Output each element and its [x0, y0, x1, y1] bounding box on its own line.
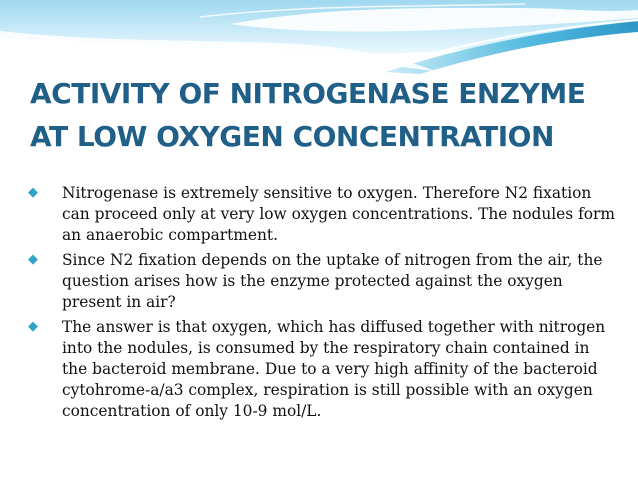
bullet-text: The answer is that oxygen, which has diffused together with nitrogen into the nodules, is consumed by the respiratory chain contained in the bacteroid membrane. Due to a very high affinity of the bacteroid cytohrome-a/a3 complex, respiration is still possible with an oxygen concentration of only 10-9 mol/L. — [62, 318, 606, 420]
slide-title: ACTIVITY OF NITROGENASE ENZYME AT LOW OXYGEN CONCENTRATION — [30, 77, 586, 153]
bullet-text: Since N2 fixation depends on the uptake of nitrogen from the air, the question arises how is the enzyme protected against the oxygen present in air? — [62, 251, 603, 311]
bullet-item — [28, 250, 616, 313]
diamond-bullet-icon: ◆ — [28, 252, 38, 267]
bullet-list — [28, 183, 616, 426]
wave-header-decoration — [0, 0, 638, 80]
bullet-item — [28, 183, 616, 246]
bullet-item — [28, 317, 616, 422]
diamond-bullet-icon: ◆ — [28, 185, 38, 200]
bullet-text: Nitrogenase is extremely sensitive to oxygen. Therefore N2 fixation can proceed only at very low oxygen concentrations. The nodules form an anaerobic compartment. — [62, 184, 615, 244]
diamond-bullet-icon: ◆ — [28, 319, 38, 334]
